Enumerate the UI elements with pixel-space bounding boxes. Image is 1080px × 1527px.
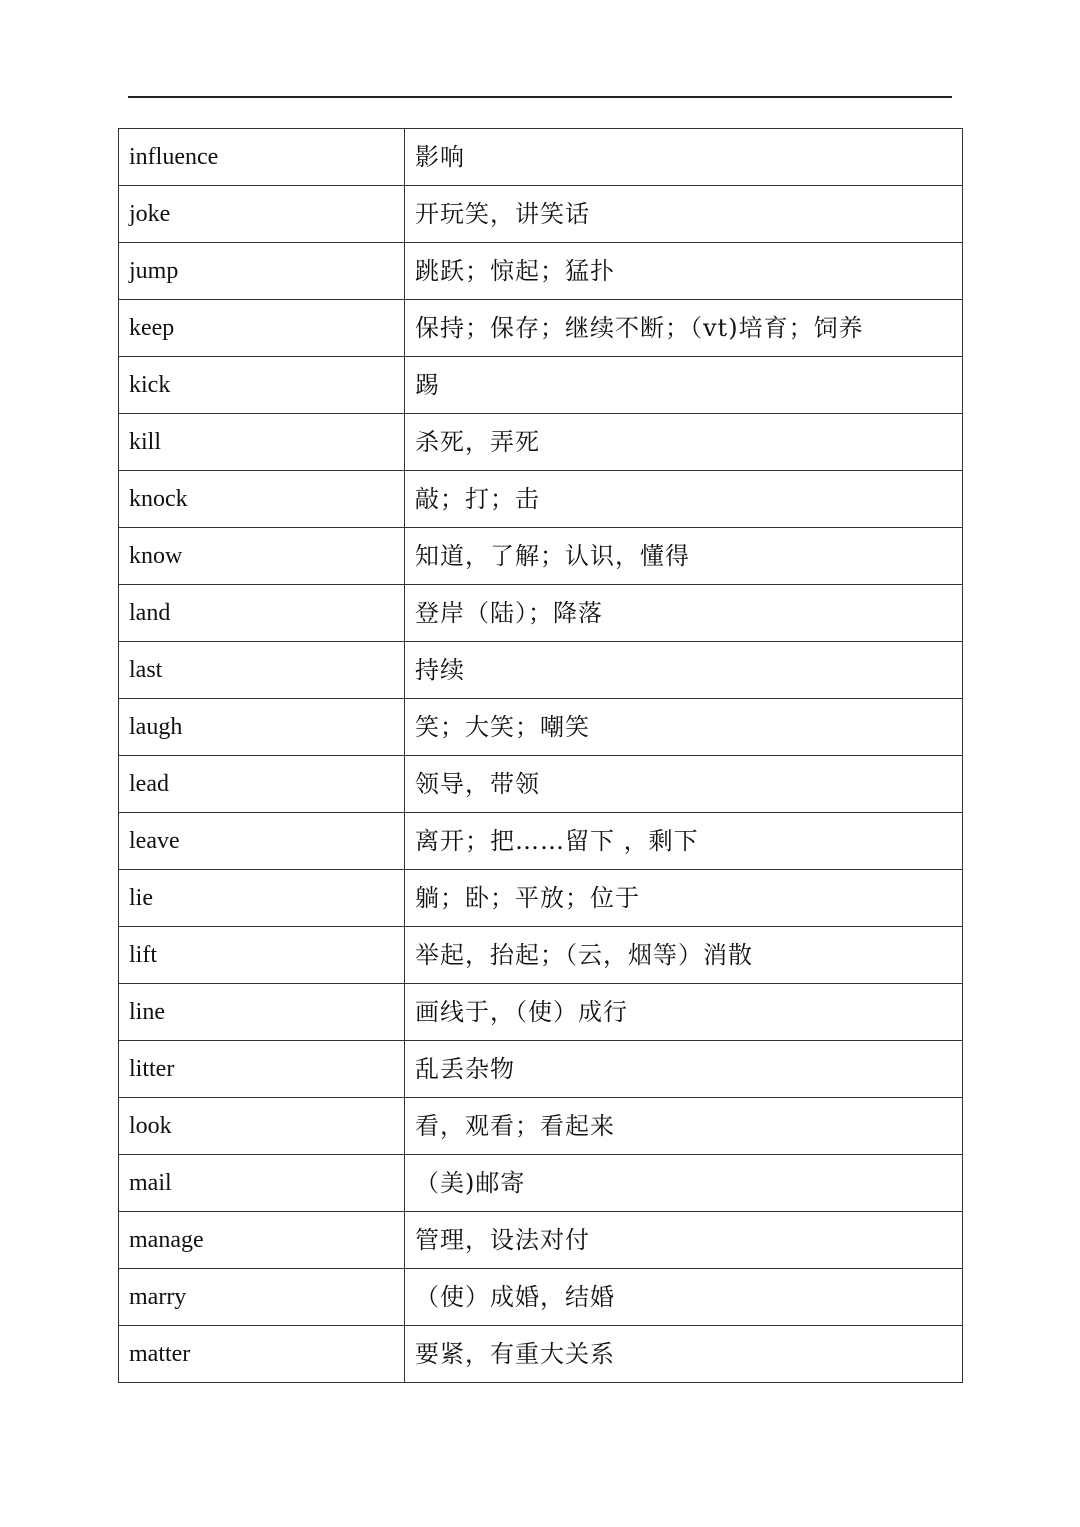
definition-cell: 跳跃；惊起；猛扑 bbox=[405, 243, 963, 300]
table-row bbox=[119, 585, 963, 642]
table-row bbox=[119, 414, 963, 471]
table-row bbox=[119, 528, 963, 585]
table-row bbox=[119, 471, 963, 528]
vocabulary-table bbox=[118, 128, 963, 1383]
word-cell: line bbox=[119, 984, 405, 1041]
definition-cell: 杀死，弄死 bbox=[405, 414, 963, 471]
definition-cell: 躺；卧；平放；位于 bbox=[405, 870, 963, 927]
word-cell: joke bbox=[119, 186, 405, 243]
table-row bbox=[119, 243, 963, 300]
definition-cell: 敲；打；击 bbox=[405, 471, 963, 528]
word-cell: kick bbox=[119, 357, 405, 414]
definition-cell: 开玩笑，讲笑话 bbox=[405, 186, 963, 243]
table-row bbox=[119, 642, 963, 699]
word-cell: matter bbox=[119, 1326, 405, 1383]
table-row bbox=[119, 984, 963, 1041]
word-cell: kill bbox=[119, 414, 405, 471]
table-row bbox=[119, 1155, 963, 1212]
table-row bbox=[119, 357, 963, 414]
definition-cell: （使）成婚，结婚 bbox=[405, 1269, 963, 1326]
word-cell: mail bbox=[119, 1155, 405, 1212]
word-cell: know bbox=[119, 528, 405, 585]
word-cell: jump bbox=[119, 243, 405, 300]
table-row bbox=[119, 813, 963, 870]
definition-cell: 离开；把……留下 ，剩下 bbox=[405, 813, 963, 870]
table-row bbox=[119, 927, 963, 984]
table-row bbox=[119, 699, 963, 756]
table-row bbox=[119, 1041, 963, 1098]
definition-cell: 画线于，（使）成行 bbox=[405, 984, 963, 1041]
definition-cell: 保持；保存；继续不断；（vt)培育；饲养 bbox=[405, 300, 963, 357]
definition-cell: 举起，抬起；（云，烟等）消散 bbox=[405, 927, 963, 984]
word-cell: marry bbox=[119, 1269, 405, 1326]
word-cell: last bbox=[119, 642, 405, 699]
definition-cell: 领导，带领 bbox=[405, 756, 963, 813]
definition-cell: 管理，设法对付 bbox=[405, 1212, 963, 1269]
table-row bbox=[119, 129, 963, 186]
table-row bbox=[119, 1098, 963, 1155]
definition-cell: 知道，了解；认识，懂得 bbox=[405, 528, 963, 585]
table-row bbox=[119, 300, 963, 357]
table-row bbox=[119, 1269, 963, 1326]
definition-cell: 踢 bbox=[405, 357, 963, 414]
definition-cell: 乱丢杂物 bbox=[405, 1041, 963, 1098]
vocabulary-table-body bbox=[119, 129, 963, 1383]
word-cell: land bbox=[119, 585, 405, 642]
definition-cell: 持续 bbox=[405, 642, 963, 699]
definition-cell: 看，观看；看起来 bbox=[405, 1098, 963, 1155]
table-row bbox=[119, 1212, 963, 1269]
definition-cell: 影响 bbox=[405, 129, 963, 186]
table-row bbox=[119, 870, 963, 927]
word-cell: look bbox=[119, 1098, 405, 1155]
table-row bbox=[119, 186, 963, 243]
table-row bbox=[119, 1326, 963, 1383]
definition-cell: 登岸（陆）；降落 bbox=[405, 585, 963, 642]
table-row bbox=[119, 756, 963, 813]
word-cell: laugh bbox=[119, 699, 405, 756]
word-cell: keep bbox=[119, 300, 405, 357]
word-cell: influence bbox=[119, 129, 405, 186]
definition-cell: 要紧，有重大关系 bbox=[405, 1326, 963, 1383]
word-cell: manage bbox=[119, 1212, 405, 1269]
word-cell: knock bbox=[119, 471, 405, 528]
header-rule bbox=[128, 96, 952, 98]
word-cell: leave bbox=[119, 813, 405, 870]
word-cell: lie bbox=[119, 870, 405, 927]
word-cell: lead bbox=[119, 756, 405, 813]
word-cell: litter bbox=[119, 1041, 405, 1098]
word-cell: lift bbox=[119, 927, 405, 984]
definition-cell: 笑；大笑；嘲笑 bbox=[405, 699, 963, 756]
definition-cell: （美)邮寄 bbox=[405, 1155, 963, 1212]
